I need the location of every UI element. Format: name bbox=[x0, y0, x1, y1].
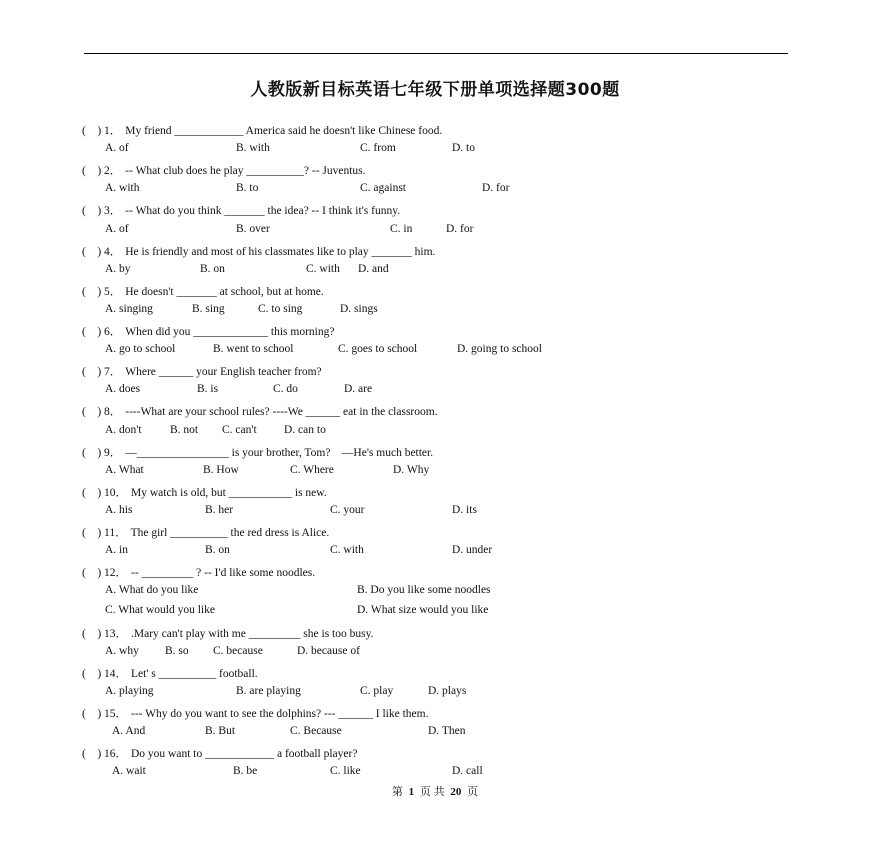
footer-post: 页 bbox=[467, 786, 479, 798]
footer-page-number: 1 bbox=[408, 786, 415, 798]
option-c: C. like bbox=[330, 765, 361, 778]
question-text: ----What are your school rules? ----We ______ eat in the classroom. bbox=[125, 406, 438, 419]
option-b: B. not bbox=[170, 423, 199, 436]
answer-blank: ( ) bbox=[82, 285, 102, 298]
answer-blank: ( ) bbox=[82, 748, 102, 761]
question-text: -- What club does he play __________? -- Juventus. bbox=[125, 165, 366, 178]
question-text: When did you _____________ this morning? bbox=[125, 326, 335, 338]
question-3 bbox=[82, 202, 400, 218]
footer-pre: 第 bbox=[391, 786, 403, 798]
option-b: B. with bbox=[236, 142, 270, 155]
option-b: B. so bbox=[165, 644, 189, 657]
option-a: A. And bbox=[112, 725, 146, 737]
question-5 bbox=[82, 283, 324, 299]
footer-mid: 页 共 bbox=[419, 786, 445, 798]
question-number: 1． bbox=[104, 125, 122, 137]
question-text: --- Why do you want to see the dolphins? --- ______ I like them. bbox=[131, 707, 429, 720]
question-number: 8． bbox=[104, 406, 122, 419]
question-12 bbox=[82, 564, 315, 580]
question-text: -- _________ ? -- I'd like some noodles. bbox=[131, 567, 316, 580]
option-c: C. goes to school bbox=[338, 343, 418, 356]
answer-blank: ( ) bbox=[82, 667, 102, 680]
option-b: B. on bbox=[200, 262, 225, 275]
question-7 bbox=[82, 363, 322, 379]
option-b: B. Do you like some noodles bbox=[357, 584, 491, 597]
option-d: D. are bbox=[344, 383, 373, 396]
option-a: A. singing bbox=[105, 302, 153, 315]
question-text: He doesn't _______ at school, but at home. bbox=[125, 285, 324, 298]
option-d: D. and bbox=[358, 262, 389, 275]
option-c: C. with bbox=[306, 262, 340, 275]
question-number: 16． bbox=[104, 748, 127, 761]
option-d: D. for bbox=[446, 222, 474, 235]
option-c: C. What would you like bbox=[105, 604, 215, 617]
question-8 bbox=[82, 403, 438, 419]
option-a: A. go to school bbox=[105, 343, 176, 356]
question-number: 13． bbox=[104, 627, 127, 640]
option-b: B. her bbox=[205, 503, 234, 516]
option-a: A. What do you like bbox=[105, 584, 199, 597]
question-number: 11． bbox=[104, 527, 127, 539]
question-1 bbox=[82, 122, 442, 138]
question-number: 3． bbox=[104, 205, 122, 218]
option-a: A. don't bbox=[105, 423, 142, 436]
option-d: D. plays bbox=[428, 684, 467, 697]
header-rule bbox=[84, 53, 788, 54]
question-text: My friend ____________ America said he doesn't like Chinese food. bbox=[125, 125, 443, 137]
question-text: Do you want to ____________ a football player? bbox=[131, 748, 358, 761]
option-d: D. sings bbox=[340, 302, 378, 315]
option-a: A. with bbox=[105, 182, 140, 195]
option-b: B. sing bbox=[192, 302, 225, 315]
option-a: A. by bbox=[105, 262, 131, 275]
question-10 bbox=[82, 484, 327, 500]
answer-blank: ( ) bbox=[82, 326, 102, 338]
question-number: 6． bbox=[104, 326, 122, 338]
option-b: B. over bbox=[236, 222, 270, 235]
option-a: A. his bbox=[105, 503, 133, 516]
option-c: C. to sing bbox=[258, 302, 303, 315]
question-number: 12． bbox=[104, 567, 127, 580]
option-b: B. are playing bbox=[236, 684, 301, 697]
option-c: C. in bbox=[390, 222, 413, 235]
question-number: 14． bbox=[104, 667, 127, 680]
question-4 bbox=[82, 243, 435, 259]
option-b: B. on bbox=[205, 544, 230, 557]
answer-blank: ( ) bbox=[82, 527, 102, 539]
answer-blank: ( ) bbox=[82, 125, 102, 137]
option-d: D. to bbox=[452, 142, 475, 155]
question-number: 10． bbox=[104, 486, 127, 499]
option-c: C. because bbox=[213, 644, 263, 657]
option-c: C. do bbox=[273, 383, 298, 396]
question-number: 9． bbox=[104, 446, 122, 459]
option-b: B. to bbox=[236, 182, 259, 195]
option-c: C. your bbox=[330, 503, 365, 516]
option-d: D. Why bbox=[393, 463, 430, 476]
option-a: A. of bbox=[105, 142, 129, 155]
answer-blank: ( ) bbox=[82, 366, 102, 379]
question-15 bbox=[82, 705, 428, 721]
option-b: B. went to school bbox=[213, 343, 294, 356]
question-13 bbox=[82, 625, 373, 641]
option-a: A. What bbox=[105, 463, 144, 476]
option-c: C. Where bbox=[290, 463, 334, 476]
page-footer bbox=[0, 783, 870, 799]
question-text: He is friendly and most of his classmates like to play _______ him. bbox=[125, 245, 436, 258]
question-9 bbox=[82, 444, 433, 460]
question-text: My watch is old, but ___________ is new. bbox=[131, 486, 327, 499]
question-number: 4． bbox=[104, 245, 122, 258]
option-c: C. with bbox=[330, 544, 364, 557]
option-b: B. be bbox=[233, 765, 258, 778]
answer-blank: ( ) bbox=[82, 446, 102, 459]
option-d: D. for bbox=[482, 182, 510, 195]
option-d: D. call bbox=[452, 765, 483, 778]
option-c: C. from bbox=[360, 142, 396, 155]
question-6 bbox=[82, 323, 334, 339]
option-b: B. How bbox=[203, 463, 239, 476]
option-a: A. why bbox=[105, 644, 139, 657]
answer-blank: ( ) bbox=[82, 627, 102, 640]
answer-blank: ( ) bbox=[82, 205, 102, 218]
question-number: 15． bbox=[104, 707, 127, 720]
option-b: B. is bbox=[197, 383, 219, 396]
footer-total-pages: 20 bbox=[450, 786, 462, 798]
option-a: A. of bbox=[105, 222, 129, 235]
question-number: 5． bbox=[104, 285, 122, 298]
option-a: A. playing bbox=[105, 684, 154, 697]
option-d: D. What size would you like bbox=[357, 604, 489, 617]
question-number: 2． bbox=[104, 165, 122, 178]
question-number: 7． bbox=[104, 366, 122, 379]
answer-blank: ( ) bbox=[82, 165, 102, 178]
question-text: Where ______ your English teacher from? bbox=[125, 366, 322, 379]
option-a: A. in bbox=[105, 544, 128, 557]
option-c: C. Because bbox=[290, 725, 342, 737]
option-a: A. wait bbox=[112, 765, 146, 778]
question-text: The girl __________ the red dress is Alice. bbox=[130, 527, 330, 539]
question-text: .Mary can't play with me _________ she is too busy. bbox=[131, 627, 374, 640]
option-d: D. because of bbox=[297, 644, 360, 657]
question-text: -- What do you think _______ the idea? -- I think it's funny. bbox=[125, 205, 401, 218]
question-14 bbox=[82, 665, 258, 681]
option-c: C. can't bbox=[222, 423, 257, 436]
option-a: A. does bbox=[105, 383, 141, 396]
page-title: 人教版新目标英语七年级下册单项选择题300题 bbox=[250, 80, 620, 100]
option-d: D. its bbox=[452, 503, 477, 516]
answer-blank: ( ) bbox=[82, 567, 102, 580]
answer-blank: ( ) bbox=[82, 486, 102, 499]
option-d: D. going to school bbox=[457, 343, 542, 356]
question-text: Let' s __________ football. bbox=[131, 667, 258, 680]
option-c: C. against bbox=[360, 182, 406, 195]
option-d: D. Then bbox=[428, 725, 466, 737]
question-2 bbox=[82, 162, 366, 178]
question-text: —________________ is your brother, Tom? —He's much better. bbox=[125, 446, 434, 459]
option-d: D. can to bbox=[284, 423, 326, 436]
question-16 bbox=[82, 745, 357, 761]
option-d: D. under bbox=[452, 544, 493, 557]
answer-blank: ( ) bbox=[82, 245, 102, 258]
question-11 bbox=[82, 524, 329, 540]
option-c: C. play bbox=[360, 684, 394, 697]
option-b: B. But bbox=[205, 725, 236, 737]
answer-blank: ( ) bbox=[82, 406, 102, 419]
answer-blank: ( ) bbox=[82, 707, 102, 720]
